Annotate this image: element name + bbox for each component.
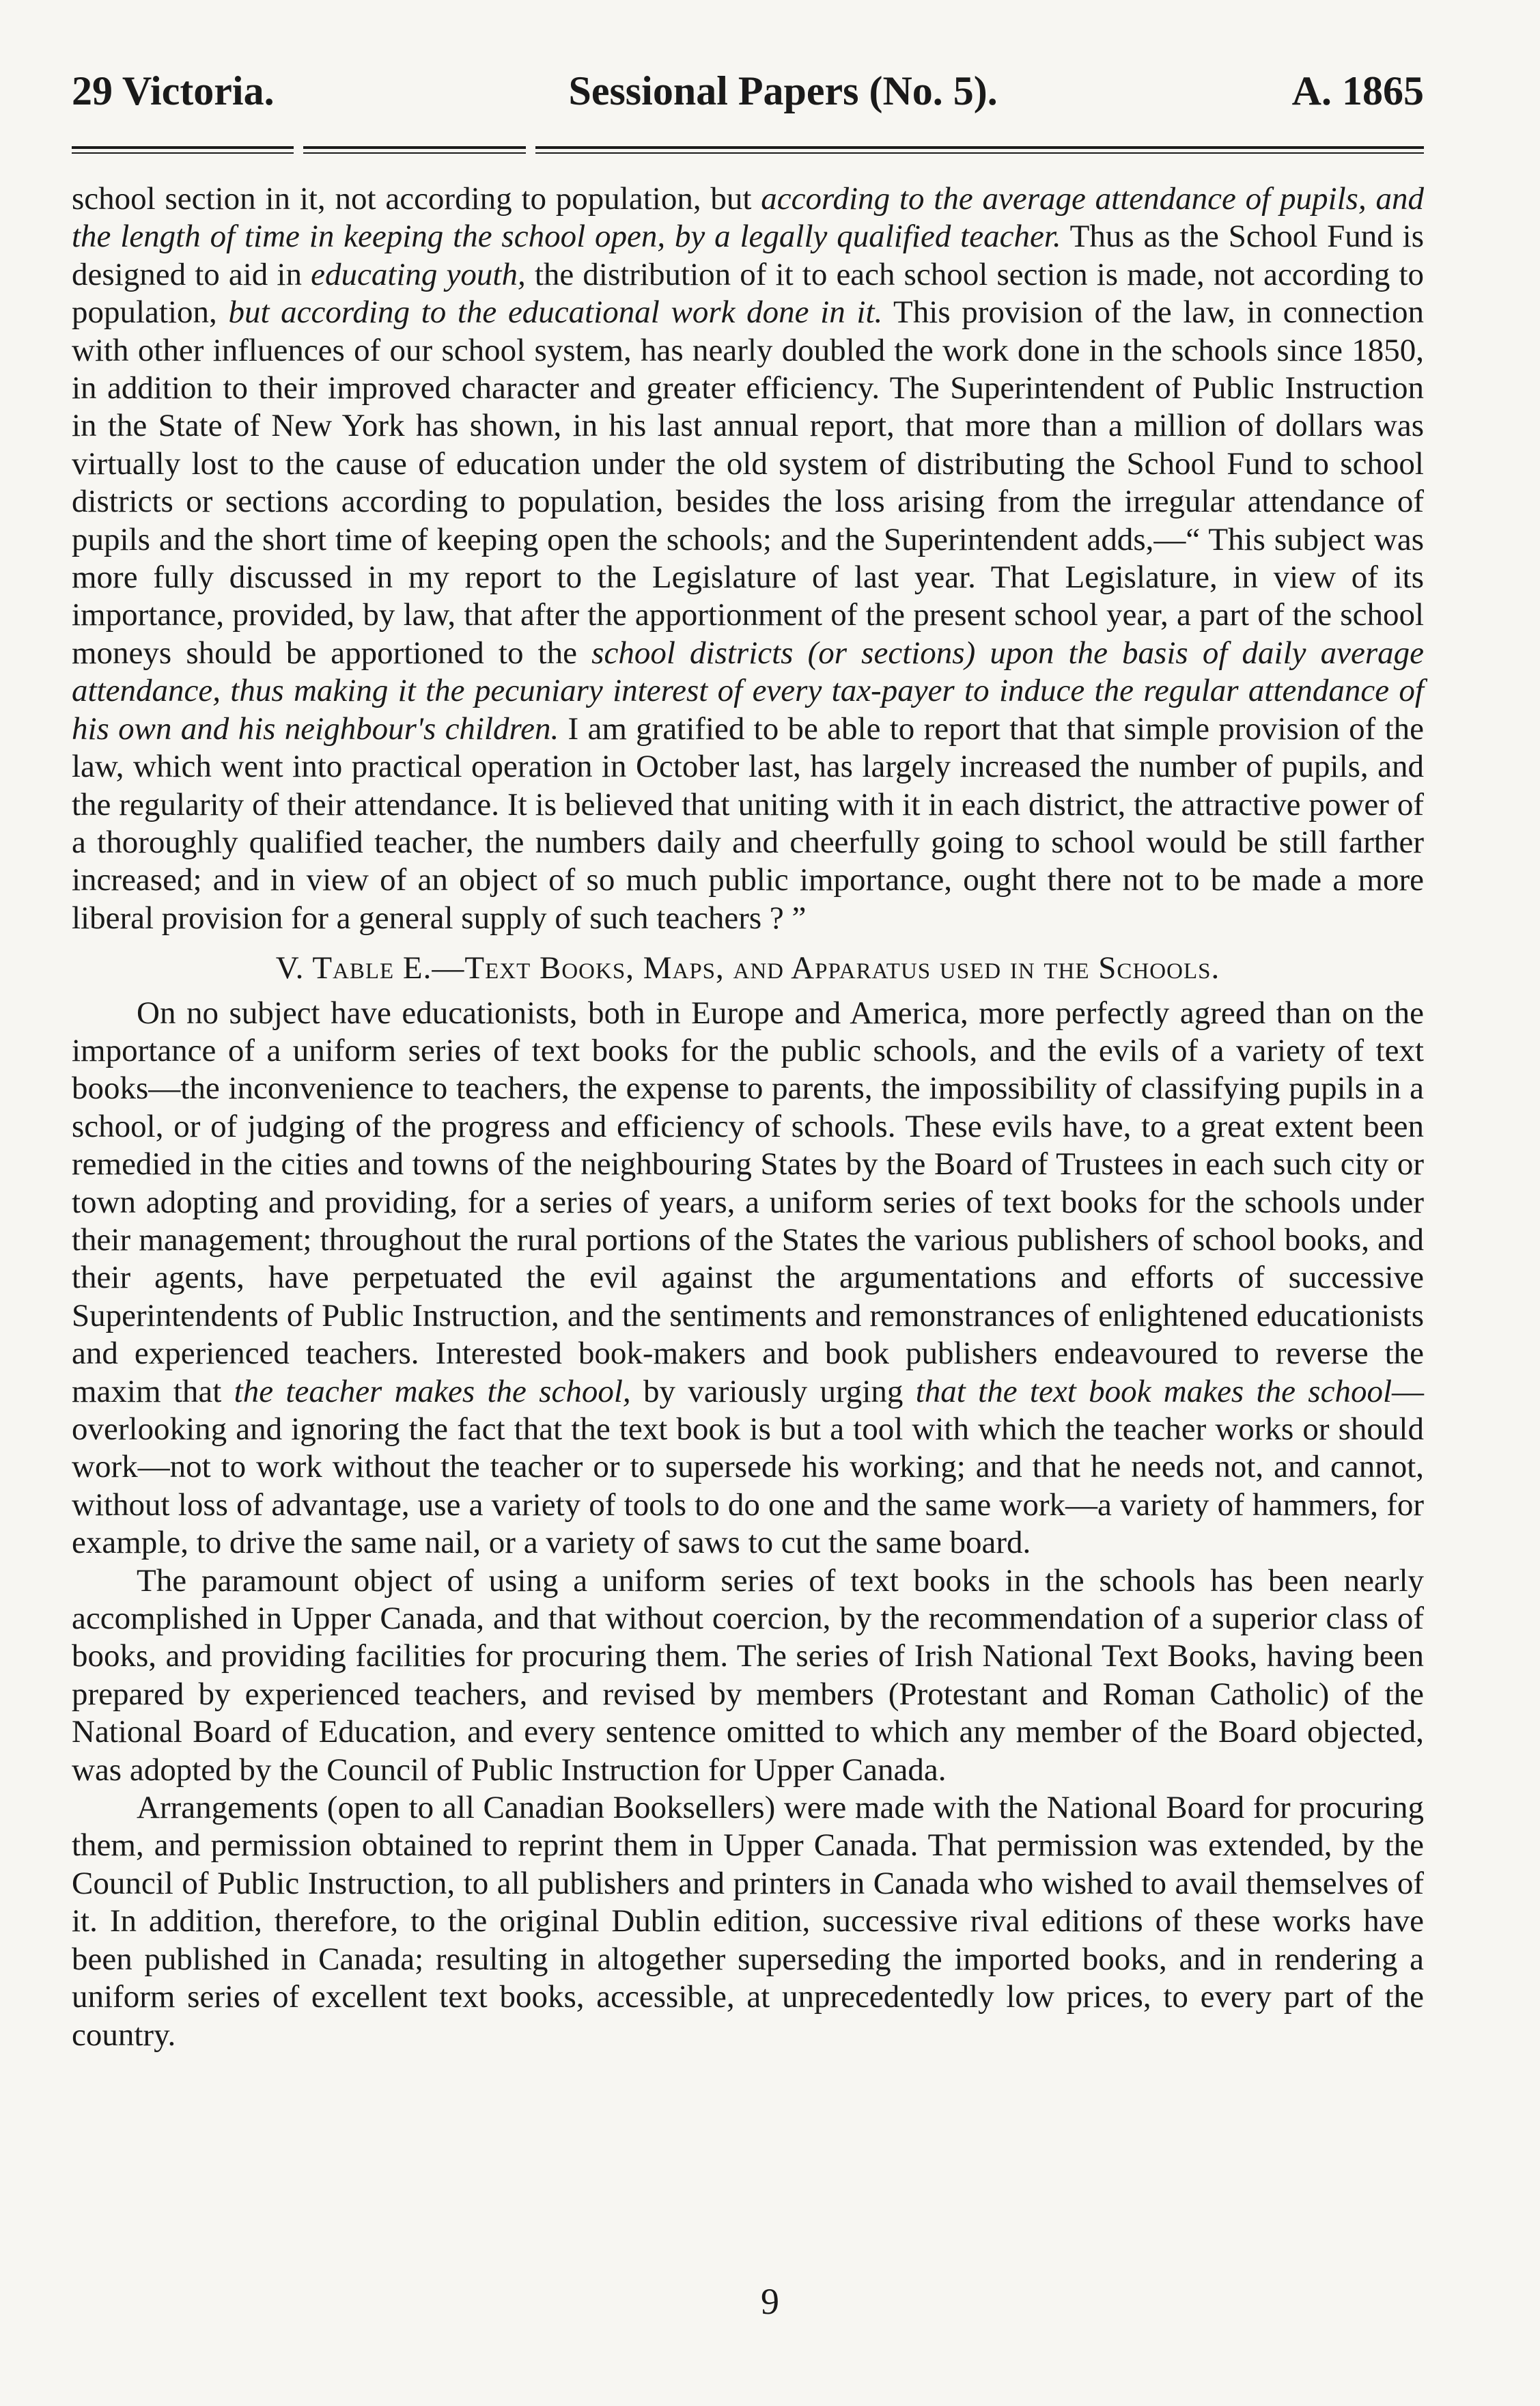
text-span: Arrangements (open to all Canadian Booksellers) were made with the National Board for procuring them, and permission obtained to reprint them in Upper Canada. That permission was extended, by the Council of Public Instruction, to all publishers and printers in Canada who wished to avail themselves of it. In addition, therefore, to the original Dublin edition, successive rival editions of these works have been published in Canada; resulting in altogether superseding the imported books, and in rendering a uniform series of excellent text books, accessible, at unprecedentedly low prices, to every part of the country.: [72, 1790, 1424, 2053]
page-number: 9: [761, 2281, 779, 2322]
paragraph: [72, 180, 1424, 937]
italic-text-span: according to the average attendance of pupils, and the length of time in keeping the school open, by a legally qualified teacher.: [72, 181, 1424, 255]
paragraph: [72, 1789, 1424, 2054]
header-rule: [72, 146, 1424, 165]
running-header: [72, 63, 1424, 119]
header-center: Sessional Papers (No. 5).: [568, 68, 998, 113]
text-span: by variously urging: [630, 1373, 916, 1409]
text-span: Thus as the School Fund is designed to aid in: [72, 219, 1424, 292]
italic-text-span: that the text book makes the school: [915, 1373, 1392, 1409]
header-left: 29 Victoria.: [72, 68, 275, 113]
text-span: On no subject have educationists, both in Europe and America, more perfectly agreed than on the importance of a uniform series of text books for the public schools, and the evils of a variety of text books—the inconvenience to teachers, the expense to parents, the impossibility of classifying pupils in a school, or of judging of the progress and efficiency of schools. These evils have, to a great extent been remedied in the cities and towns of the neighbouring States by the Board of Trustees in each such city or town adopting and providing, for a series of years, a uniform series of text books for the schools under their management; throughout the rural portions of the States the various publishers of school books, and their agents, have perpetuated the evil against the argumentations and efforts of successive Superintendents of Public Instruction, and the sentiments and remonstrances of enlightened educationists and experienced teachers. Interested book-makers and book publishers endeavoured to reverse the maxim that: [72, 995, 1424, 1409]
header-rule-segment: [72, 146, 294, 154]
text-span: the distribution of it to each school section is made, not according to population,: [72, 256, 1424, 331]
italic-text-span: school districts (or sections) upon the basis of daily average attendance, thus making it the pecuniary interest of every tax-payer to induce the regular attendance of his own and his neighbour's children.: [72, 635, 1424, 747]
body-text: [72, 180, 1424, 2054]
text-span: This provision of the law, in connection with other influences of our school system, has nearly doubled the work done in the schools since 1850, in addition to their improved character and greater efficiency. The Superintendent of Public Instruction in the State of New York has shown, in his last annual report, that more than a million of dollars was virtually lost to the cause of education under the old system of distributing the School Fund to school districts or sections according to population, besides the loss arising from the irregular attendance of pupils and the short time of keeping open the schools; and the Superintendent adds,—“ This subject was more fully discussed in my report to the Legislature of last year. That Legislature, in view of its importance, provided, by law, that after the apportionment of the present school year, a part of the school moneys should be apportioned to the: [72, 294, 1424, 671]
paragraphs-before: [72, 180, 1424, 937]
text-span: —overlooking and ignoring the fact that the text book is but a tool with which the teacher works or should work—not to work without the teacher or to supersede his working; and that he needs not, and cannot, without loss of advantage, use a variety of tools to do one and the same work—a variety of hammers, for example, to drive the same nail, or a variety of saws to cut the same board.: [72, 1373, 1424, 1561]
section-heading: V. Table E.—Text Books, Maps, and Apparatus used in the Schools.: [275, 950, 1220, 986]
paragraphs-after: [72, 995, 1424, 2054]
text-span: school section in it, not according to population, but: [72, 181, 761, 217]
header-rule-segment: [535, 146, 1424, 154]
paragraph: [72, 995, 1424, 1562]
header-rule-segment: [303, 146, 525, 154]
italic-text-span: the teacher makes the school,: [234, 1373, 631, 1409]
paragraph: [72, 1562, 1424, 1789]
header-right: A. 1865: [1291, 68, 1424, 113]
text-span: The paramount object of using a uniform series of text books in the schools has been nearly accomplished in Upper Canada, and that without coercion, by the recommendation of a superior class of books, and providing facilities for procuring them. The series of Irish National Text Books, having been prepared by experienced teachers, and revised by members (Protestant and Roman Catholic) of the National Board of Education, and every sentence omitted to which any member of the Board objected, was adopted by the Council of Public Instruction for Upper Canada.: [72, 1562, 1424, 1788]
italic-text-span: educating youth,: [311, 256, 526, 292]
italic-text-span: but according to the educational work done in it.: [228, 294, 883, 331]
text-span: I am gratified to be able to report that that simple provision of the law, which went into practical operation in October last, has largely increased the number of pupils, and the regularity of their attendance. It is believed that uniting with it in each district, the attractive power of a thoroughly qualified teacher, the numbers daily and cheerfully going to school would be still farther increased; and in view of an object of so much public importance, ought there not to be made a more liberal provision for a general supply of such teachers ? ”: [72, 710, 1425, 936]
